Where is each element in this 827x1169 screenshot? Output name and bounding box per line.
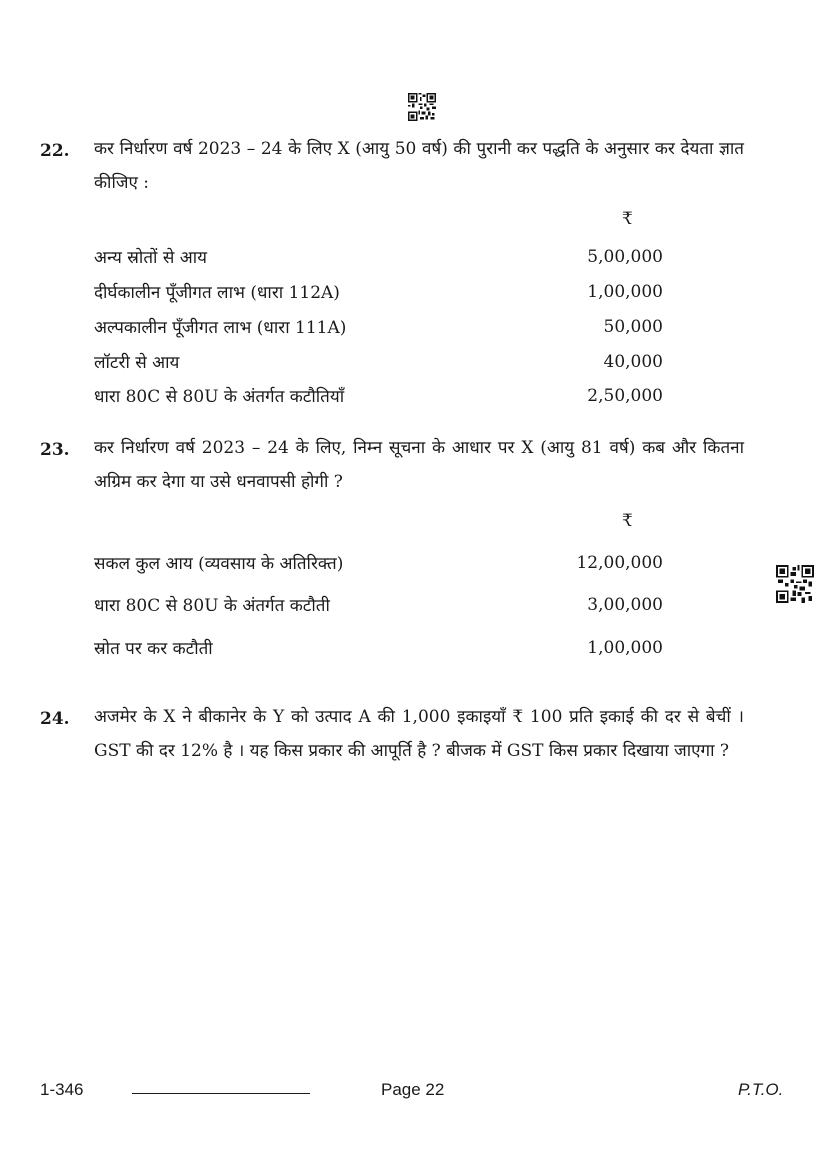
row-value: 12,00,000	[576, 553, 663, 573]
row-value: 50,000	[603, 317, 663, 337]
row-label: धारा 80C से 80U के अंतर्गत कटौती	[94, 596, 330, 616]
row-label: सकल कुल आय (व्यवसाय के अतिरिक्त)	[94, 554, 344, 574]
row-value: 1,00,000	[587, 638, 663, 658]
page-number: Page 22	[381, 1080, 445, 1099]
currency-symbol: ₹	[622, 209, 633, 229]
row-label: अल्पकालीन पूँजीगत लाभ (धारा 111A)	[94, 318, 347, 338]
row-label: दीर्घकालीन पूँजीगत लाभ (धारा 112A)	[94, 283, 340, 303]
question-number: 23.	[40, 440, 70, 460]
question-text: कर निर्धारण वर्ष 2023 – 24 के लिए X (आयु 50 वर्ष) की पुरानी कर पद्धति के अनुसार कर देयता ज्ञात कीजिए :	[94, 139, 744, 193]
qr-code-icon	[408, 93, 436, 121]
row-label: अन्य स्रोतों से आय	[94, 248, 207, 268]
row-value: 1,00,000	[587, 282, 663, 302]
paper-code: 1-346	[40, 1080, 84, 1099]
question-text: कर निर्धारण वर्ष 2023 – 24 के लिए, निम्न सूचना के आधार पर X (आयु 81 वर्ष) कब और कितना अग्रिम कर देगा या उसे धनवापसी होगी ?	[94, 438, 744, 492]
pto-label: P.T.O.	[738, 1080, 784, 1099]
question-text: अजमेर के X ने बीकानेर के Y को उत्पाद A की 1,000 इकाइयाँ ₹ 100 प्रति इकाई की दर से बेचीं । GST की दर 12% है । यह किस प्रकार की आपूर्ति है ? बीजक में GST किस प्रकार दिखाया जाएगा ?	[94, 707, 744, 761]
row-value: 3,00,000	[587, 595, 663, 615]
question-number: 24.	[40, 709, 70, 729]
qr-code-icon	[776, 565, 814, 603]
row-value: 40,000	[603, 352, 663, 372]
row-value: 5,00,000	[587, 247, 663, 267]
row-label: धारा 80C से 80U के अंतर्गत कटौतियाँ	[94, 387, 345, 407]
row-label: लॉटरी से आय	[94, 353, 180, 373]
question-number: 22.	[40, 141, 70, 161]
currency-symbol: ₹	[622, 511, 633, 531]
footer-divider	[132, 1093, 310, 1094]
row-label: स्रोत पर कर कटौती	[94, 639, 213, 659]
row-value: 2,50,000	[587, 386, 663, 406]
